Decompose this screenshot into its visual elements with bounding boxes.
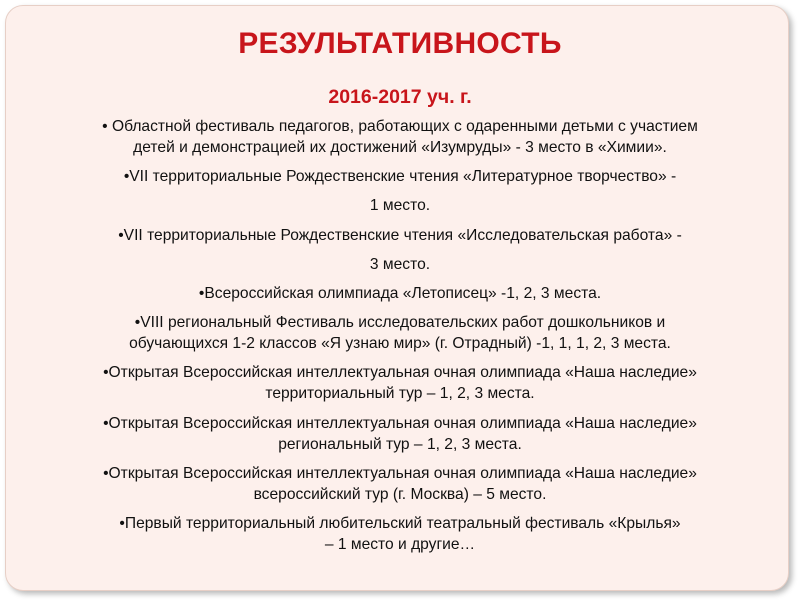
list-item-line: всероссийский тур (г. Москва) – 5 место. — [253, 485, 547, 503]
slide-subtitle: 2016-2017 уч. г. — [328, 86, 472, 108]
list-item-line: – 1 место и другие… — [324, 535, 476, 553]
list-item-line: •Всероссийская олимпиада «Летописец» -1, 2, 3 места. — [198, 284, 602, 302]
list-item-line: 3 место. — [369, 255, 431, 273]
list-item-line: • Областной фестиваль педагогов, работающих с одаренными детьми с участием — [102, 118, 698, 135]
list-item-line: •Открытая Всероссийская интеллектуальная очная олимпиада «Наша наследие» — [103, 464, 697, 482]
list-item — [12, 283, 788, 304]
slide-title: РЕЗУЛЬТАТИВНОСТЬ — [238, 27, 562, 60]
list-item — [12, 413, 788, 455]
list-item-line: региональный тур – 1, 2, 3 места. — [278, 435, 522, 453]
list-item-line: 1 место. — [369, 197, 431, 215]
list-item-line: территориальный тур – 1, 2, 3 места. — [265, 385, 535, 403]
list-item-line: •VIII региональный Фестиваль исследовательских работ дошкольников и — [134, 314, 666, 332]
list-item-line: •VII территориальные Рождественские чтения «Исследовательская работа» - — [118, 226, 682, 244]
list-item-line: •VII территориальные Рождественские чтения «Литературное творчество» - — [123, 168, 677, 186]
list-item-line: обучающихся 1-2 классов «Я узнаю мир» (г. Отрадный) -1, 1, 1, 2, 3 места. — [129, 335, 671, 353]
list-item — [12, 463, 788, 505]
list-item — [12, 116, 788, 158]
list-item-line: •Первый территориальный любительский театральный фестиваль «Крылья» — [119, 514, 681, 532]
list-item — [12, 166, 788, 187]
list-item — [12, 362, 788, 404]
list-item — [12, 513, 788, 555]
list-item-line: детей и демонстрацией их достижений «Изумруды» - 3 место в «Химии». — [133, 139, 667, 156]
list-item — [12, 312, 788, 354]
list-item — [12, 225, 788, 246]
achievements-list — [12, 116, 788, 563]
list-item-line: •Открытая Всероссийская интеллектуальная очная олимпиада «Наша наследие» — [103, 414, 697, 432]
list-item-continuation — [12, 254, 788, 275]
list-item-line: •Открытая Всероссийская интеллектуальная очная олимпиада «Наша наследие» — [103, 364, 697, 382]
list-item-continuation — [12, 195, 788, 216]
